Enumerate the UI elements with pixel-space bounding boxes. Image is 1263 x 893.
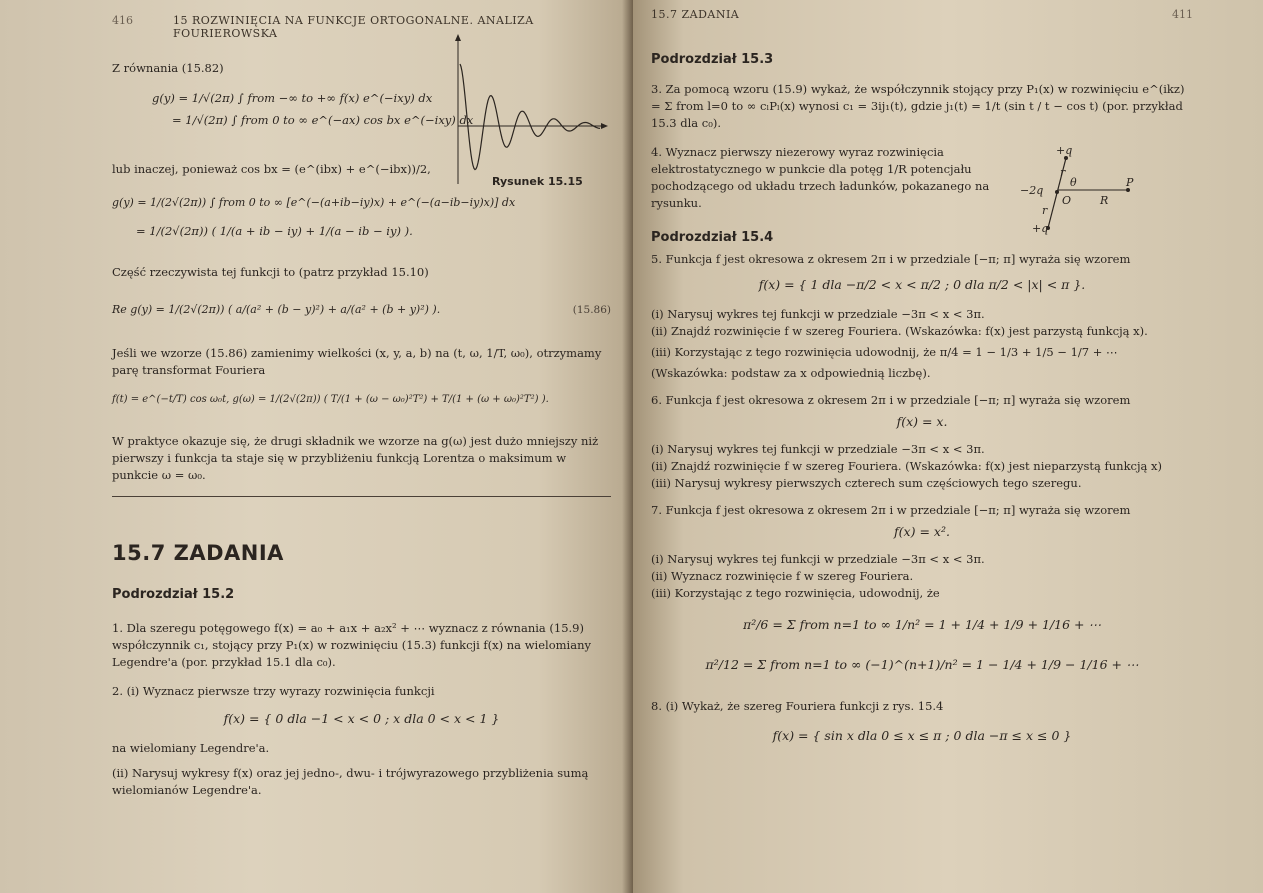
right-page-number: 411: [1172, 8, 1193, 21]
label-P: P: [1126, 176, 1134, 189]
label-minus-2q: −2q: [1020, 184, 1044, 197]
exercise-8: 8. (i) Wykaż, że szereg Fouriera funkcji z rys. 15.4: [651, 699, 944, 713]
subsection-15-4: Podrozdział 15.4: [651, 230, 774, 245]
exercise-2-legendre: na wielomiany Legendre'a.: [112, 741, 270, 755]
exercise-5-part-ii: (ii) Znajdź rozwinięcie f w szereg Fouriera. (Wskazówka: f(x) jest parzystą funkcją x).: [651, 324, 1148, 338]
exercise-8-function: f(x) = { sin x dla 0 ≤ x ≤ π ; 0 dla −π ≤ x ≤ 0 }: [772, 728, 1072, 743]
exercise-3: 3. Za pomocą wzoru (15.9) wykaż, że współczynnik stojący przy P₁(x) w rozwinięciu e^(ikz) = Σ from l=0 to ∞ cₗPₗ(x) wynosi c₁ = 3ij₁(t), gdzie j₁(t) = 1/t (sin t / t − cos t) (por. przykład 15.3 dla c₀).: [651, 82, 1185, 130]
equation-g3: g(y) = 1/(2√(2π)) ∫ from 0 to ∞ [e^(−(a+ib−iy)x) + e^(−(a−ib−iy)x)] dx: [112, 196, 516, 209]
exercise-4: 4. Wyznacz pierwszy niezerowy wyraz rozwinięcia elektrostatycznego w punkcie dla potęg 1/R potencjału pochodzącego od układu trzech ładunków, pokazanego na rysunku.: [651, 145, 990, 210]
y-axis-arrow: [455, 34, 461, 41]
damped-oscillation-figure: [448, 34, 608, 194]
text-cos: lub inaczej, ponieważ cos bx = (e^(ibx) + e^(−ibx))/2,: [112, 162, 431, 176]
exercise-6-part-iii: (iii) Narysuj wykresy pierwszych czterech sum częściowych tego szeregu.: [651, 476, 1082, 490]
label-plus-q-top: +q: [1056, 144, 1073, 157]
label-plus-q-bottom: +q: [1032, 222, 1049, 235]
intro-text: Z równania (15.82): [112, 61, 224, 75]
exercise-6-function: f(x) = x.: [896, 414, 948, 429]
x-axis-arrow: [601, 123, 608, 129]
exercise-1: 1. Dla szeregu potęgowego f(x) = a₀ + a₁x + a₂x² + ⋯ wyznacz z równania (15.9) współczynnik c₁, stojący przy P₁(x) w rozwinięciu (15.3) funkcji f(x) na wielomiany Legendre'a (por. przykład 15.1 dla c₀).: [112, 621, 591, 669]
text-substitution: Jeśli we wzorze (15.86) zamienimy wielkości (x, y, a, b) na (t, ω, 1/T, ω₀), otrzymamy parę transformat Fouriera: [112, 346, 602, 377]
exercise-5: 5. Funkcja f jest okresowa z okresem 2π i w przedziale [−π; π] wyraża się wzorem: [651, 252, 1131, 266]
exercise-7-part-ii: (ii) Wyznacz rozwinięcie f w szereg Fouriera.: [651, 569, 914, 583]
figure-caption: Rysunek 15.15: [492, 175, 583, 188]
section-title: 15.7 ZADANIA: [112, 541, 284, 565]
label-theta: θ: [1070, 176, 1077, 189]
equation-fourier-pair: f(t) = e^(−t/T) cos ω₀t, g(ω) = 1/(2√(2π)) ( T/(1 + (ω − ω₀)²T²) + T/(1 + (ω + ω₀)²T²) ).: [112, 394, 549, 405]
text-real-part: Część rzeczywista tej funkcji to (patrz przykład 15.10): [112, 265, 429, 279]
right-running-head: 15.7 ZADANIA: [651, 8, 740, 21]
equation-number: (15.86): [572, 304, 611, 316]
exercise-5-part-i: (i) Narysuj wykres tej funkcji w przedziale −3π < x < 3π.: [651, 307, 985, 321]
text-lorentz: W praktyce okazuje się, że drugi składnik we wzorze na g(ω) jest dużo mniejszy niż pierwszy i funkcja ta staje się w przybliżeniu funkcją Lorentza o maksimum w punkcie ω = ω₀.: [112, 434, 599, 482]
equation-g2: = 1/√(2π) ∫ from 0 to ∞ e^(−ax) cos bx e^(−ixy) dx: [172, 113, 474, 127]
subsection-15-3: Podrozdział 15.3: [651, 52, 774, 67]
exercise-6: 6. Funkcja f jest okresowa z okresem 2π i w przedziale [−π; π] wyraża się wzorem: [651, 393, 1131, 407]
equation-g1: g(y) = 1/√(2π) ∫ from −∞ to +∞ f(x) e^(−ixy) dx: [152, 91, 433, 105]
label-r-top: r: [1060, 166, 1066, 179]
exercise-6-part-ii: (ii) Znajdź rozwinięcie f w szereg Fouriera. (Wskazówka: f(x) jest nieparzystą funkcją x): [651, 459, 1163, 473]
exercise-7-part-iii: (iii) Korzystając z tego rozwinięcia, udowodnij, że: [651, 586, 940, 600]
charge-center: [1055, 190, 1059, 194]
right-page-header: [651, 8, 1193, 32]
exercise-7-part-i: (i) Narysuj wykres tej funkcji w przedziale −3π < x < 3π.: [651, 552, 985, 566]
equation-g4: = 1/(2√(2π)) ( 1/(a + ib − iy) + 1/(a − ib − iy) ).: [136, 224, 413, 238]
label-R: R: [1100, 194, 1109, 207]
exercise-5-part-iii: (iii) Korzystając z tego rozwinięcia udowodnij, że π/4 = 1 − 1/3 + 1/5 − 1/7 + ⋯: [651, 345, 1118, 359]
exercise-7-sum-2: π²/12 = Σ from n=1 to ∞ (−1)^(n+1)/n² = 1 − 1/4 + 1/9 − 1/16 + ⋯: [705, 657, 1139, 672]
exercise-5-hint: (Wskazówka: podstaw za x odpowiednią liczbę).: [651, 366, 931, 380]
left-page-number: 416: [112, 14, 133, 27]
exercise-5-function: f(x) = { 1 dla −π/2 < x < π/2 ; 0 dla π/2 < |x| < π }.: [758, 277, 1086, 292]
label-origin-O: O: [1062, 194, 1072, 207]
exercise-2-function: f(x) = { 0 dla −1 < x < 0 ; x dla 0 < x < 1 }: [223, 711, 500, 726]
subsection-15-2: Podrozdział 15.2: [112, 587, 235, 602]
section-divider: [112, 496, 611, 497]
exercise-2: 2. (i) Wyznacz pierwsze trzy wyrazy rozwinięcia funkcji: [112, 684, 435, 698]
left-running-head: 15 ROZWINIĘCIA NA FUNKCJE ORTOGONALNE. ANALIZA FOURIEROWSKA: [173, 14, 534, 40]
equation-re-body: Re g(y) = 1/(2√(2π)) ( a/(a² + (b − y)²) + a/(a² + (b + y)²) ).: [112, 303, 441, 316]
damped-wave-curve: [460, 64, 600, 170]
exercise-7-function: f(x) = x².: [894, 524, 950, 539]
exercise-6-part-i: (i) Narysuj wykres tej funkcji w przedziale −3π < x < 3π.: [651, 442, 985, 456]
exercise-7: 7. Funkcja f jest okresowa z okresem 2π i w przedziale [−π; π] wyraża się wzorem: [651, 503, 1131, 517]
three-charge-diagram: [1018, 144, 1148, 238]
exercise-7-sum-1: π²/6 = Σ from n=1 to ∞ 1/n² = 1 + 1/4 + 1/9 + 1/16 + ⋯: [742, 617, 1102, 632]
equation-re: [112, 299, 611, 321]
label-r-bottom: r: [1042, 204, 1048, 217]
exercise-2-part-ii: (ii) Narysuj wykresy f(x) oraz jej jedno-, dwu- i trójwyrazowego przybliżenia sumą wielomianów Legendre'a.: [112, 766, 589, 797]
right-page: [633, 0, 1263, 893]
